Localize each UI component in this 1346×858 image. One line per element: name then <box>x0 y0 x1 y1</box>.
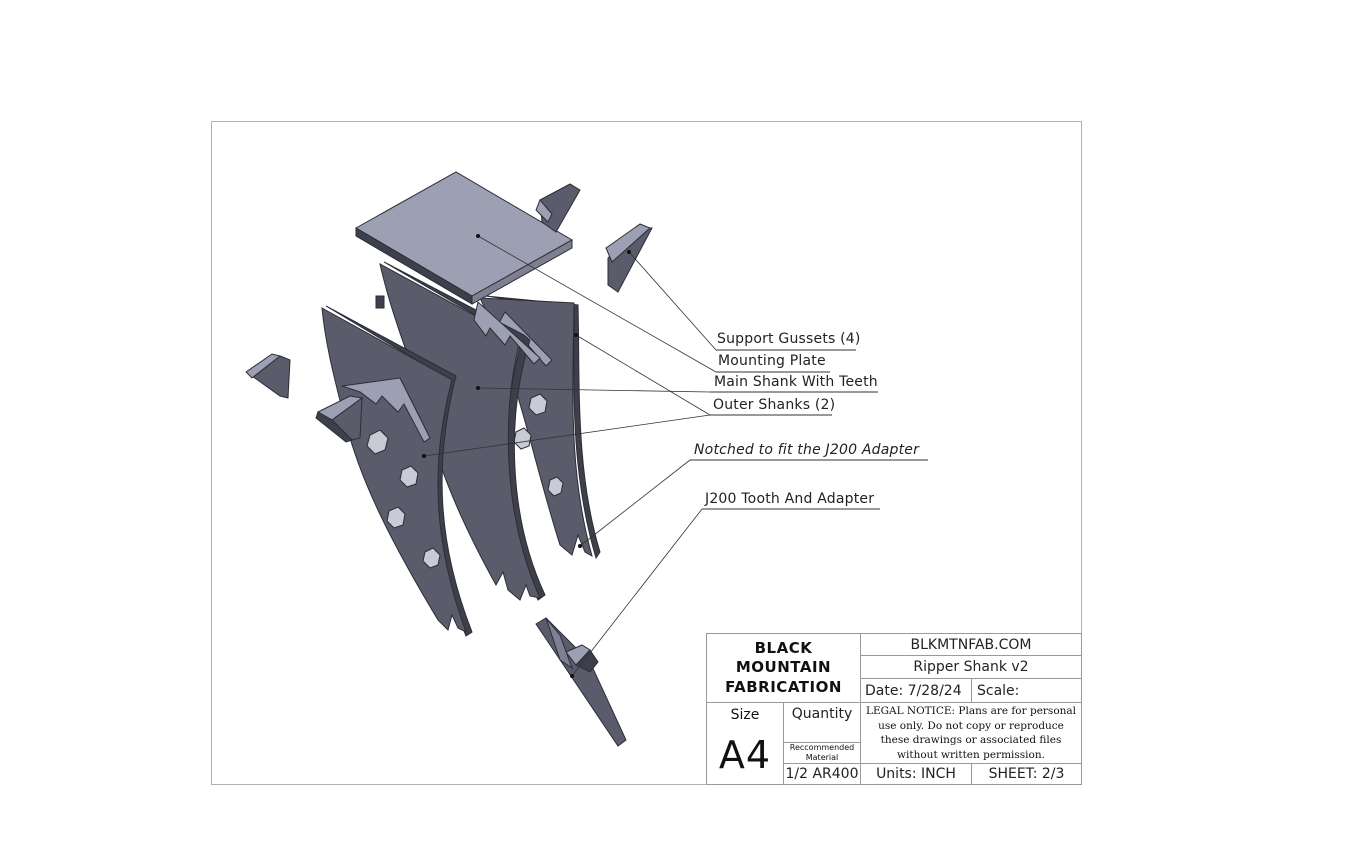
units-cell <box>860 763 972 785</box>
material-value: 1/2 AR400 <box>785 766 859 782</box>
material-label: Reccommended Material <box>789 743 855 762</box>
callout-support-gussets: Support Gussets (4) <box>717 331 861 347</box>
units: Units: INCH <box>876 766 956 782</box>
size-value: A4 <box>718 733 772 777</box>
part-name: Ripper Shank v2 <box>913 659 1029 675</box>
material-value-cell <box>783 763 861 785</box>
website: BLKMTNFAB.COM <box>910 636 1032 653</box>
callout-outer-shanks: Outer Shanks (2) <box>713 397 836 413</box>
gusset-right <box>606 224 652 292</box>
sheet-number: SHEET: 2/3 <box>988 766 1065 782</box>
size-label: Size <box>730 707 760 723</box>
callout-main-shank: Main Shank With Teeth <box>714 374 878 390</box>
scale-cell <box>971 678 1082 703</box>
company-line-3: FABRICATION <box>725 677 842 696</box>
legal-notice: LEGAL NOTICE: Plans are for personal use only. Do not copy or reproduce these drawings or associated files without written permission. <box>865 705 1077 761</box>
legal-notice-cell <box>860 702 1082 764</box>
quantity-cell <box>783 702 861 743</box>
callout-mounting-plate: Mounting Plate <box>718 353 826 369</box>
quantity-label: Quantity <box>791 706 853 722</box>
company-line-1: BLACK <box>754 638 813 657</box>
sheet-cell <box>971 763 1082 785</box>
j200-tooth-adapter <box>536 618 626 746</box>
company-name-cell <box>706 633 861 703</box>
callout-notched: Notched to fit the J200 Adapter <box>694 442 920 458</box>
material-label-cell <box>783 742 861 764</box>
company-line-2: MOUNTAIN <box>735 658 832 677</box>
title-block <box>706 633 1082 785</box>
part-name-cell <box>860 655 1082 679</box>
gusset-inserted <box>316 396 362 442</box>
website-cell <box>860 633 1082 656</box>
scale: Scale: <box>977 682 1020 699</box>
date-cell <box>860 678 972 703</box>
callout-j200: J200 Tooth And Adapter <box>705 491 875 507</box>
date: Date: 7/28/24 <box>865 682 962 699</box>
size-cell <box>706 702 784 785</box>
gusset-left <box>246 354 290 398</box>
